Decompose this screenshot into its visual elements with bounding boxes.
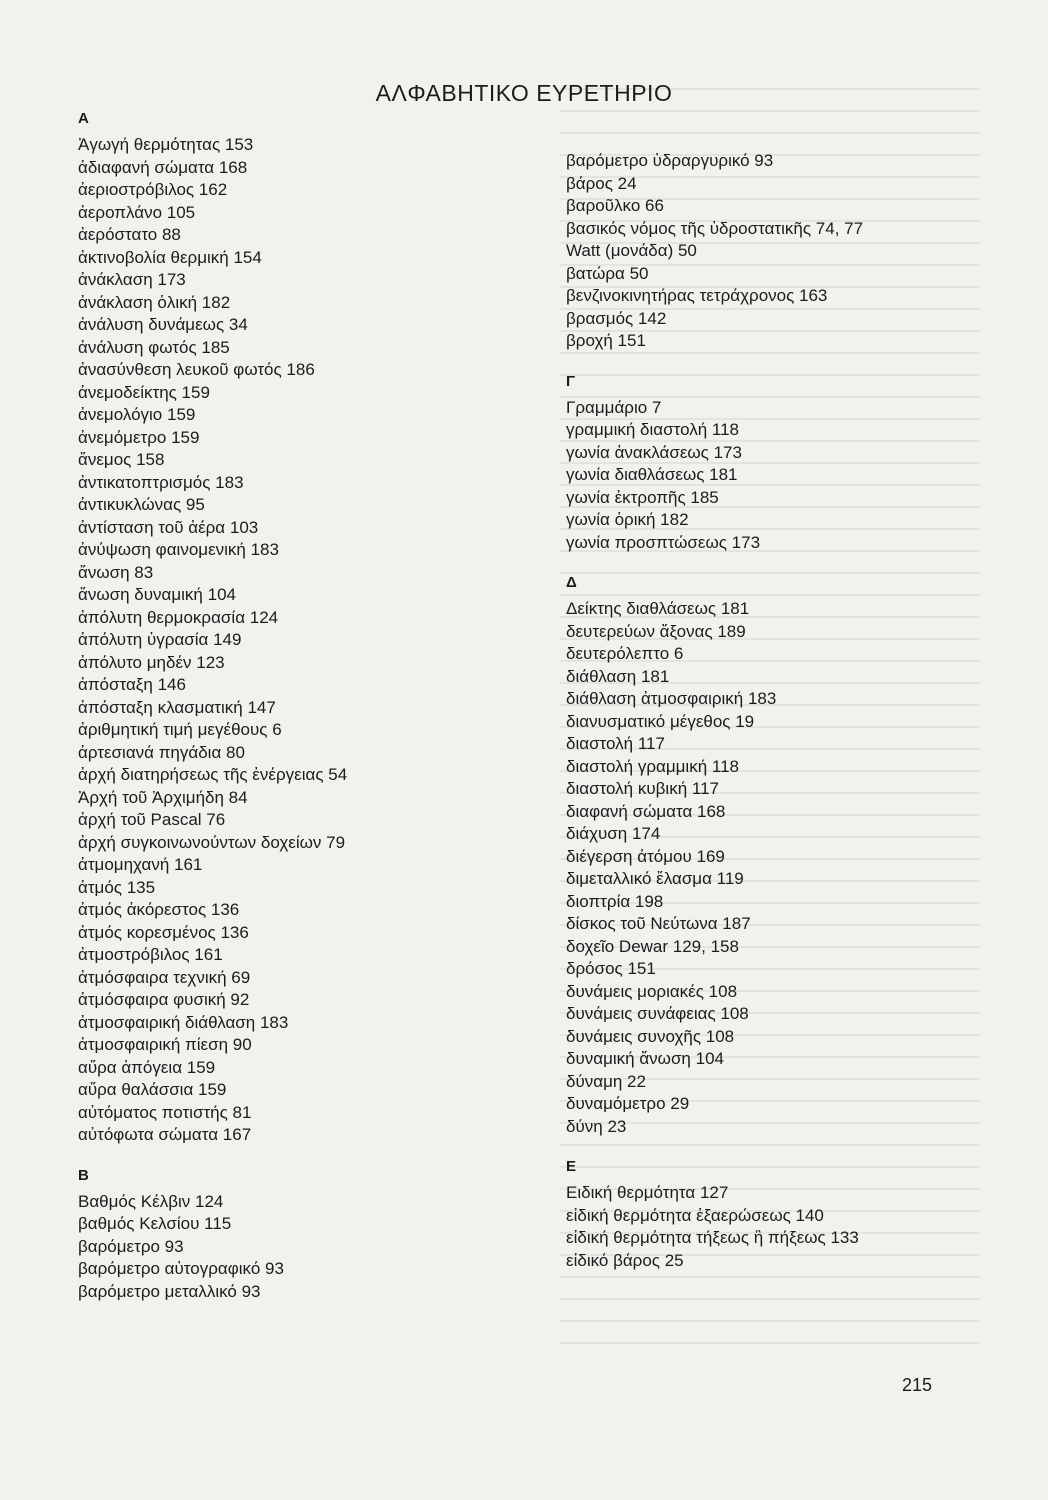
index-entry: βενζινοκινητήρας τετράχρονος 163 bbox=[566, 286, 828, 305]
index-entry: Ἀγωγή θερμότητας 153 bbox=[78, 135, 254, 154]
index-entry: ἀρχή συγκοινωνούντων δοχείων 79 bbox=[78, 832, 346, 852]
section-letter: Ε bbox=[566, 1158, 577, 1175]
index-entry: ἀπόσταξη 146 bbox=[78, 675, 186, 694]
right-index-column bbox=[566, 150, 986, 1272]
index-entry: ἄνωση 83 bbox=[78, 562, 154, 582]
index-entry: ἀνύψωση φαινομενική 183 bbox=[78, 540, 279, 559]
index-entry: διάχυση 174 bbox=[566, 824, 661, 843]
index-entry: ἀερόστατο 88 bbox=[78, 225, 181, 244]
index-entry: ἀνεμοδείκτης 159 bbox=[78, 382, 210, 402]
index-entry: δύναμη 22 bbox=[566, 1071, 646, 1091]
index-entry: Γραμμάριο 7 bbox=[566, 397, 662, 417]
index-entry: ἀνάκλαση 173 bbox=[78, 270, 186, 289]
index-entry: αὔρα ἀπόγεια 159 bbox=[78, 1057, 216, 1077]
index-entry: Watt (μονάδα) 50 bbox=[566, 241, 697, 260]
index-entry: ἄνεμος 158 bbox=[78, 450, 165, 469]
index-entry: δυνάμεις συνοχῆς 108 bbox=[566, 1026, 735, 1046]
index-entry: ἀντικατοπτρισμός 183 bbox=[78, 472, 244, 492]
index-entry: ἀεριοστρόβιλος 162 bbox=[78, 180, 228, 199]
index-entry: γωνία ὁρική 182 bbox=[566, 510, 689, 529]
index-entry: ἀριθμητική τιμή μεγέθους 6 bbox=[78, 720, 282, 739]
index-entry: δευτερεύων ἄξονας 189 bbox=[566, 621, 746, 641]
index-entry: βαροῦλκο 66 bbox=[566, 196, 664, 215]
index-entry: διανυσματικό μέγεθος 19 bbox=[566, 711, 755, 731]
page-number: 215 bbox=[901, 1375, 932, 1395]
index-entry: ἀτμοσφαιρική πίεση 90 bbox=[78, 1035, 252, 1054]
index-entry: εἰδική θερμότητα τήξεως ἢ πήξεως 133 bbox=[566, 1228, 859, 1247]
index-entry: αὐτόφωτα σώματα 167 bbox=[78, 1125, 252, 1144]
index-entry: Δείκτης διαθλάσεως 181 bbox=[566, 599, 750, 618]
index-entry: βαρόμετρο αὐτογραφικό 93 bbox=[78, 1259, 284, 1278]
index-entry: αὐτόματος ποτιστής 81 bbox=[78, 1102, 252, 1122]
index-entry: διαφανή σώματα 168 bbox=[566, 801, 726, 821]
index-entry: διαστολή γραμμική 118 bbox=[566, 756, 739, 776]
index-entry: δευτερόλεπτο 6 bbox=[566, 644, 684, 663]
index-entry: ἀπόσταξη κλασματική 147 bbox=[78, 697, 276, 717]
index-entry: ἀντίσταση τοῦ ἀέρα 103 bbox=[78, 517, 259, 537]
index-entry: ἀδιαφανή σώματα 168 bbox=[78, 157, 248, 177]
index-entry: βαρόμετρο ὑδραργυρικό 93 bbox=[566, 151, 774, 170]
index-entry: διέγερση ἀτόμου 169 bbox=[566, 846, 725, 866]
index-entry: βροχή 151 bbox=[566, 331, 646, 350]
index-entry: ἄνωση δυναμική 104 bbox=[78, 585, 236, 604]
index-entry: γωνία διαθλάσεως 181 bbox=[566, 465, 738, 484]
index-entry: Ειδική θερμότητα 127 bbox=[566, 1183, 729, 1202]
index-entry: βαρόμετρο 93 bbox=[78, 1236, 184, 1256]
index-entry: διάθλαση 181 bbox=[566, 666, 670, 686]
index-entry: ἀτμός ἀκόρεστος 136 bbox=[78, 900, 240, 919]
index-entry: γωνία προσπτώσεως 173 bbox=[566, 532, 761, 552]
index-entry: εἰδικό βάρος 25 bbox=[566, 1250, 684, 1270]
index-section bbox=[566, 150, 986, 353]
index-entry: ἀτμός 135 bbox=[78, 877, 156, 897]
index-entry: διαστολή 117 bbox=[566, 734, 665, 753]
index-entry: ἀτμομηχανή 161 bbox=[78, 855, 203, 874]
index-entry: ἀτμόσφαιρα τεχνική 69 bbox=[78, 967, 251, 987]
section-letter: Α bbox=[78, 110, 89, 127]
index-entry: βρασμός 142 bbox=[566, 308, 667, 328]
index-entry: βαρόμετρο μεταλλικό 93 bbox=[78, 1281, 261, 1301]
index-entry: ἀνάλυση δυνάμεως 34 bbox=[78, 315, 248, 334]
index-entry: ἀτμόσφαιρα φυσική 92 bbox=[78, 990, 250, 1009]
index-entry: Βαθμός Κέλβιν 124 bbox=[78, 1191, 224, 1211]
index-entry: ἀτμοστρόβιλος 161 bbox=[78, 945, 223, 964]
index-entry: ἀνάκλαση ὁλική 182 bbox=[78, 292, 231, 312]
left-index-column bbox=[78, 108, 478, 1303]
index-entry: ἀρχή τοῦ Pascal 76 bbox=[78, 810, 226, 829]
index-entry: διαστολή κυβική 117 bbox=[566, 779, 719, 798]
index-entry: Ἀρχή τοῦ Ἀρχιμήδη 84 bbox=[78, 787, 248, 807]
index-section bbox=[78, 108, 478, 1147]
index-entry: δίσκος τοῦ Νεύτωνα 187 bbox=[566, 914, 751, 933]
index-entry: ἀτμοσφαιρική διάθλαση 183 bbox=[78, 1012, 289, 1032]
index-entry: ἀνεμολόγιο 159 bbox=[78, 405, 196, 424]
index-entry: ἀνασύνθεση λευκοῦ φωτός 186 bbox=[78, 360, 315, 379]
index-entry: γωνία ἀνακλάσεως 173 bbox=[566, 442, 742, 462]
index-entry: διμεταλλικό ἔλασμα 119 bbox=[566, 869, 744, 888]
index-section bbox=[78, 1165, 478, 1304]
index-entry: ἀνεμόμετρο 159 bbox=[78, 427, 200, 447]
index-entry: εἰδική θερμότητα ἐξαερώσεως 140 bbox=[566, 1205, 824, 1225]
section-letter: Β bbox=[78, 1166, 89, 1184]
index-entry: ἀπόλυτη ὑγρασία 149 bbox=[78, 630, 242, 649]
index-entry: βάρος 24 bbox=[566, 173, 637, 193]
section-letter: Δ bbox=[566, 574, 577, 591]
page-title: ΑΛΦΑΒΗΤΙΚΟ ΕΥΡΕΤΗΡΙΟ bbox=[375, 80, 673, 106]
index-entry: ἀνάλυση φωτός 185 bbox=[78, 337, 230, 357]
index-entry: βασικός νόμος τῆς ὑδροστατικῆς 74, 77 bbox=[566, 218, 864, 238]
index-section bbox=[566, 1156, 986, 1272]
index-entry: ἀρχή διατηρήσεως τῆς ἐνέργειας 54 bbox=[78, 765, 348, 784]
index-entry: δρόσος 151 bbox=[566, 959, 656, 978]
index-section bbox=[566, 371, 986, 555]
index-entry: δυνάμεις μοριακές 108 bbox=[566, 981, 738, 1001]
index-entry: αὔρα θαλάσσια 159 bbox=[78, 1080, 227, 1099]
index-entry: ἀντικυκλώνας 95 bbox=[78, 495, 205, 514]
index-entry: βαθμός Κελσίου 115 bbox=[78, 1214, 232, 1233]
index-entry: βατώρα 50 bbox=[566, 263, 649, 283]
index-entry: γραμμική διαστολή 118 bbox=[566, 420, 739, 439]
index-entry: δυναμική ἄνωση 104 bbox=[566, 1049, 724, 1068]
index-section bbox=[566, 572, 986, 1138]
index-entry: ἀπόλυτο μηδέν 123 bbox=[78, 652, 225, 672]
index-entry: γωνία ἐκτροπῆς 185 bbox=[566, 487, 719, 507]
index-entry: ἀκτινοβολία θερμική 154 bbox=[78, 247, 262, 267]
index-entry: δυνάμεις συνάφειας 108 bbox=[566, 1004, 749, 1023]
index-entry: ἀεροπλάνο 105 bbox=[78, 202, 196, 222]
index-entry: δυναμόμετρο 29 bbox=[566, 1094, 690, 1113]
index-entry: ἀρτεσιανά πηγάδια 80 bbox=[78, 742, 245, 762]
index-entry: δοχεῖο Dewar 129, 158 bbox=[566, 936, 739, 956]
index-entry: διοπτρία 198 bbox=[566, 891, 664, 911]
index-entry: ἀτμός κορεσμένος 136 bbox=[78, 922, 249, 942]
section-letter: Γ bbox=[566, 372, 576, 390]
index-entry: ἀπόλυτη θερμοκρασία 124 bbox=[78, 607, 279, 627]
index-entry: διάθλαση ἀτμοσφαιρική 183 bbox=[566, 689, 777, 708]
index-entry: δύνη 23 bbox=[566, 1116, 627, 1136]
